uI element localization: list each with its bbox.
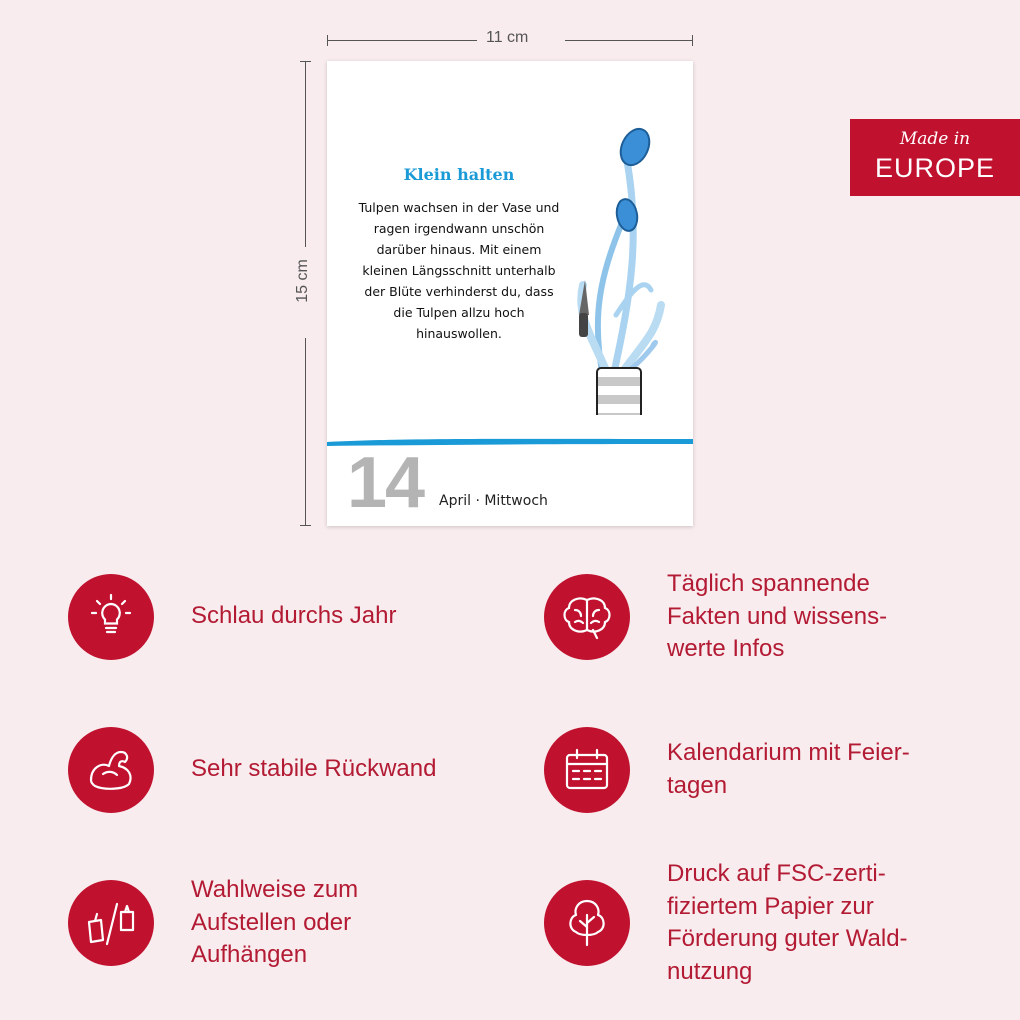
feature-line: fiziertem Papier zur [667, 892, 874, 920]
calendar-page-title: Klein halten [403, 165, 515, 184]
stand-hang-icon [68, 880, 154, 966]
feature-stand-or-hang [191, 874, 358, 972]
feature-line: Fakten und wissens- [667, 602, 888, 630]
width-dimension-tick-right [692, 35, 693, 46]
feature-line: werte Infos [667, 635, 785, 662]
body-line: hinauswollen. [416, 326, 502, 341]
width-dimension-line-right [565, 40, 693, 41]
feature-line: Kalendarium mit Feier- [667, 739, 910, 766]
body-line: ragen irgendwann unschön [373, 221, 545, 236]
calendar-page [327, 61, 693, 526]
body-line: darüber hinaus. Mit einem [376, 242, 542, 257]
tree-icon [544, 880, 630, 966]
height-dimension-tick-bottom [300, 525, 311, 526]
body-line: der Blüte verhinderst du, dass [364, 284, 554, 299]
feature-line: nutzung [667, 957, 753, 985]
calendar-page-body [352, 197, 566, 344]
feature-line: Druck auf FSC-zerti- [667, 860, 886, 887]
height-dimension-tick-top [300, 61, 311, 62]
badge-main-text: EUROPE [874, 153, 996, 183]
feature-line: Förderung guter Wald- [667, 925, 908, 952]
feature-line: Aufhängen [191, 941, 308, 968]
brain-icon [544, 574, 630, 660]
made-in-europe-badge [850, 119, 1020, 196]
badge-script-text: Made in [899, 129, 971, 149]
feature-calendarium [667, 737, 910, 802]
body-line: kleinen Längsschnitt unterhalb [362, 263, 556, 278]
height-dimension-line-bottom [305, 338, 306, 526]
feature-line: Täglich spannende [667, 570, 870, 597]
width-dimension-line-left [327, 40, 477, 41]
height-dimension-line-top [305, 61, 306, 247]
feature-line: Schlau durchs Jahr [191, 602, 397, 629]
day-number: 14 [347, 443, 424, 523]
width-dimension-label: 11 cm [486, 29, 529, 46]
feature-line: Aufstellen oder [191, 908, 352, 936]
calendar-icon [544, 727, 630, 813]
body-line: Tulpen wachsen in der Vase und [358, 200, 560, 215]
feature-daily-facts [667, 568, 887, 666]
width-dimension-tick-left [327, 35, 328, 46]
feature-line: tagen [667, 771, 728, 799]
height-dimension-label: 15 cm [294, 259, 311, 303]
lightbulb-icon [68, 574, 154, 660]
feature-stable-back [191, 753, 436, 786]
feature-line: Wahlweise zum [191, 876, 359, 903]
body-line: die Tulpen allzu hoch [393, 305, 525, 320]
date-label: April · Mittwoch [439, 493, 548, 509]
feature-fsc-paper [667, 858, 908, 988]
strong-arm-icon [68, 727, 154, 813]
tulip-vase-illustration [571, 115, 681, 415]
feature-line: Sehr stabile Rückwand [191, 755, 437, 782]
feature-smart-year [191, 600, 396, 633]
